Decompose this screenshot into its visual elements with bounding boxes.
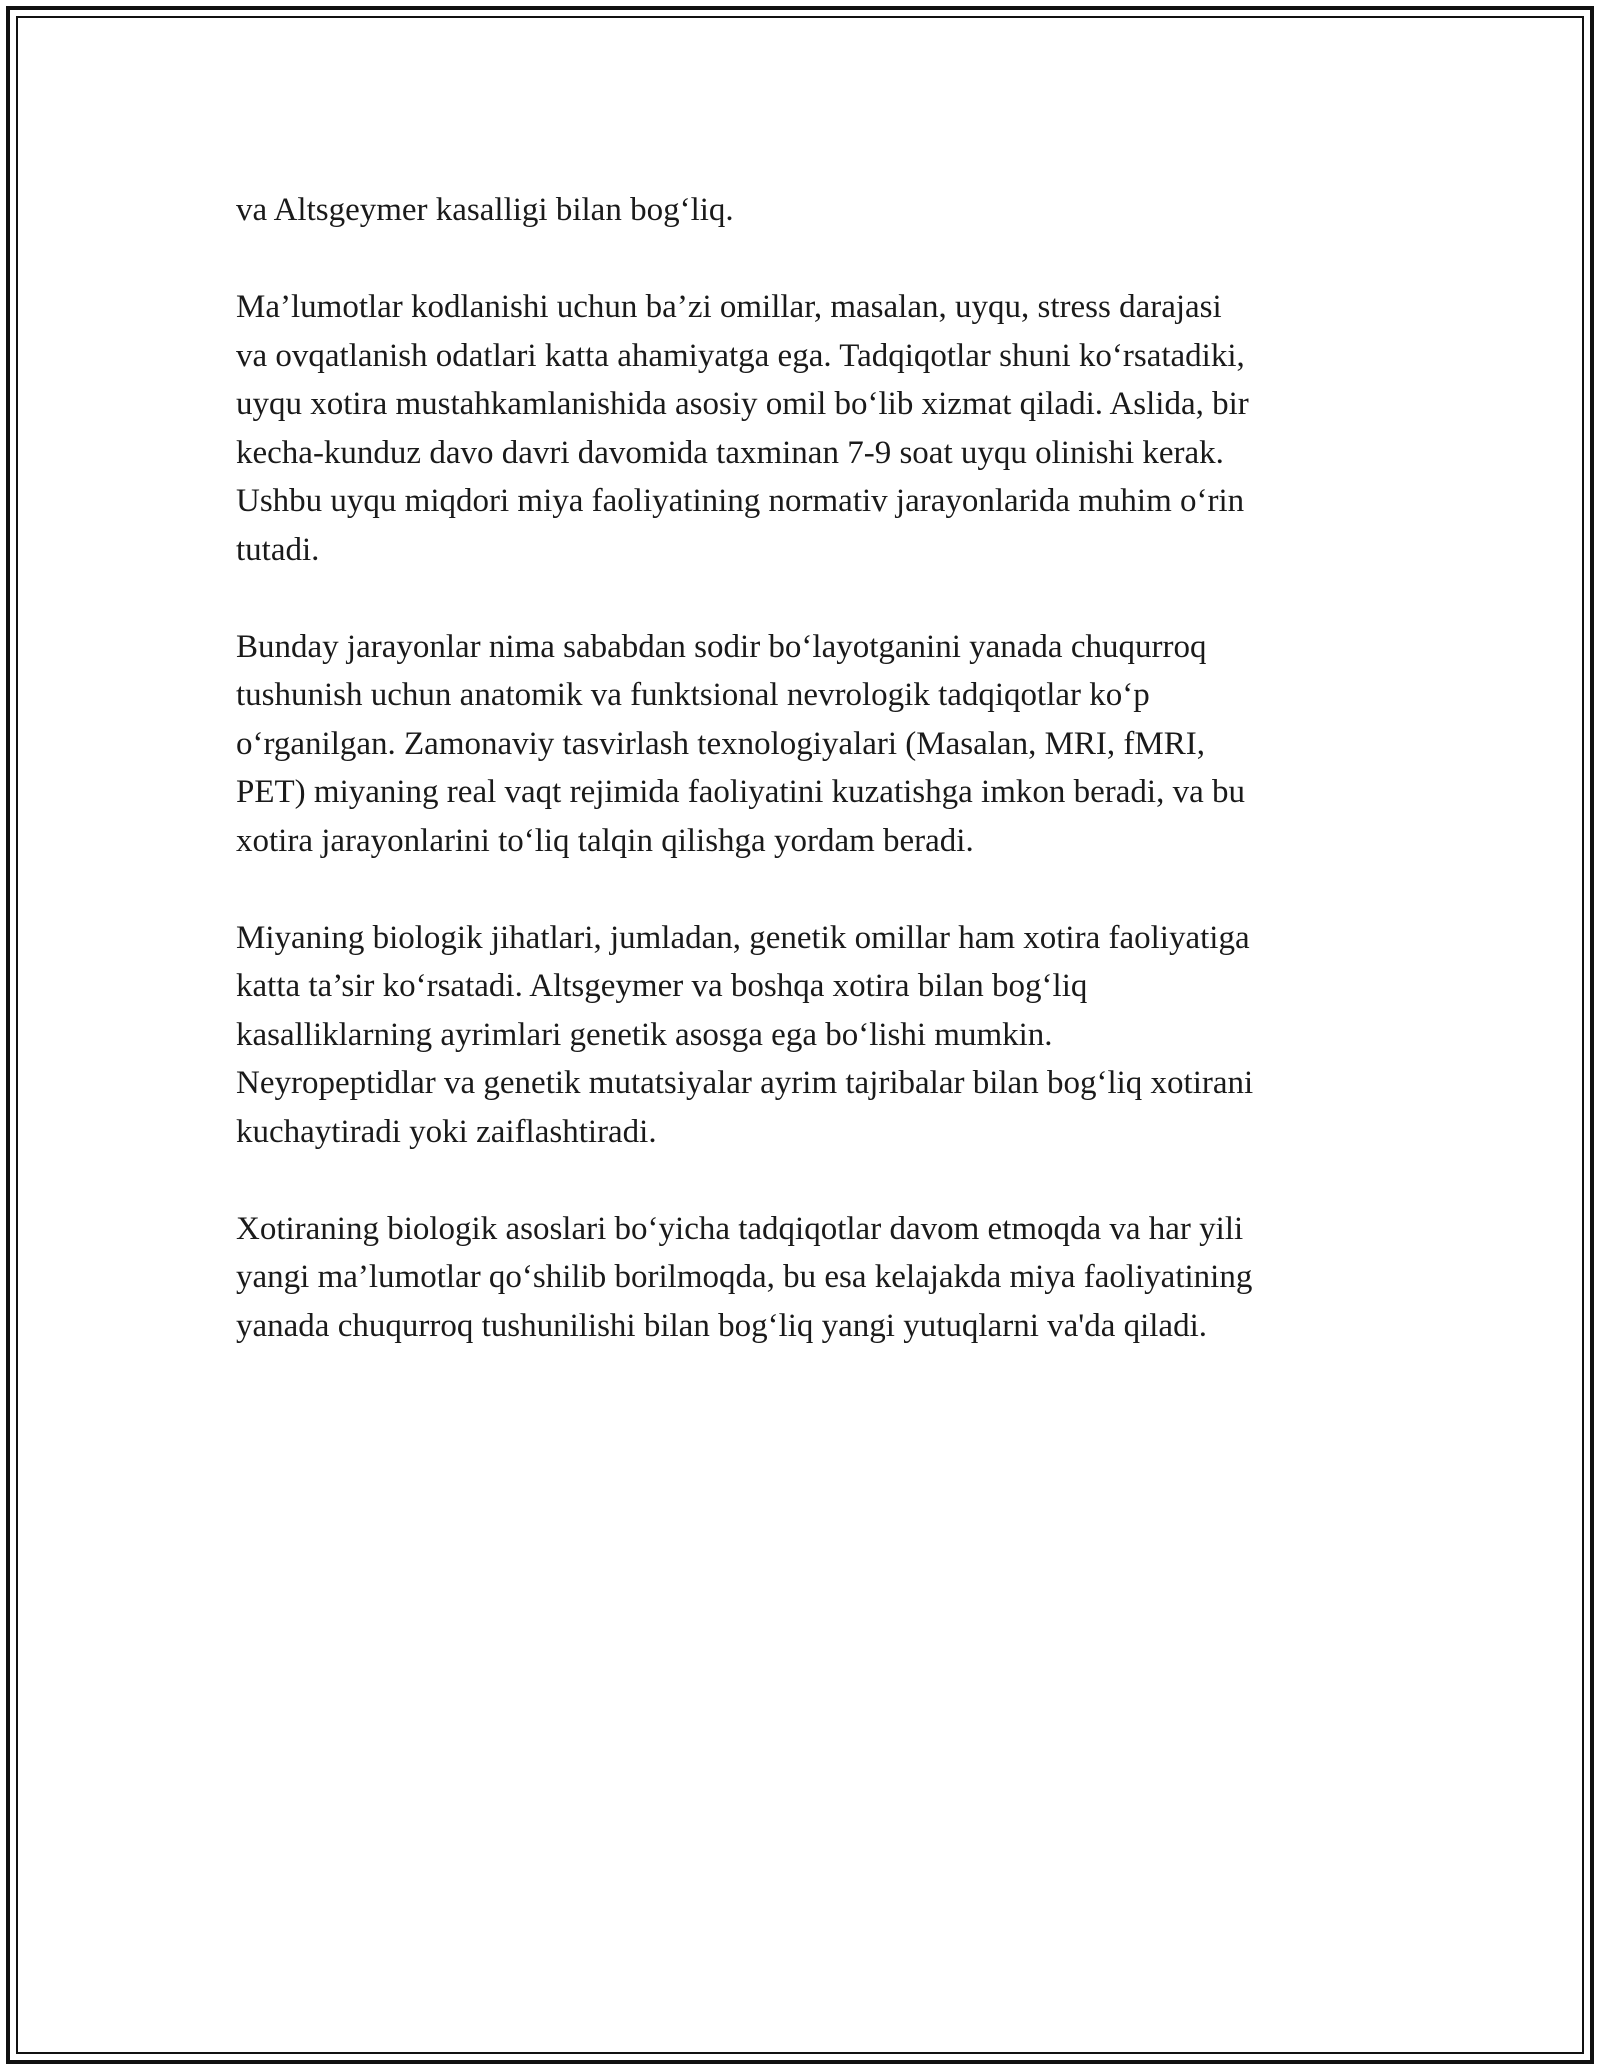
paragraph-1 <box>236 186 1376 235</box>
text-line: xotira jarayonlarini to‘liq talqin qilishga yordam beradi. <box>236 822 974 859</box>
text-line: uyqu xotira mustahkamlanishida asosiy omil bo‘lib xizmat qiladi. Aslida, bir <box>236 386 1249 422</box>
text-line: Ushbu uyqu miqdori miya faoliyatining normativ jarayonlarida muhim o‘rin <box>236 483 1245 519</box>
paragraph-5 <box>236 1205 1376 1351</box>
text-line: yangi ma’lumotlar qo‘shilib borilmoqda, bu esa kelajakda miya faoliyatining <box>236 1259 1253 1295</box>
paragraph-4 <box>236 914 1376 1157</box>
text-line: katta ta’sir ko‘rsatadi. Altsgeymer va boshqa xotira bilan bog‘liq <box>236 968 1088 1004</box>
text-line: Ma’lumotlar kodlanishi uchun ba’zi omillar, masalan, uyqu, stress darajasi <box>236 289 1222 325</box>
text-line: yanada chuqurroq tushunilishi bilan bog‘liq yangi yutuqlarni va'da qiladi. <box>236 1307 1208 1344</box>
document-body <box>236 186 1376 1350</box>
text-line: kasalliklarning ayrimlari genetik asosga ega bo‘lishi mumkin. <box>236 1016 1053 1053</box>
text-line: Xotiraning biologik asoslari bo‘yicha tadqiqotlar davom etmoqda va har yili <box>236 1210 1244 1247</box>
text-line: tushunish uchun anatomik va funktsional nevrologik tadqiqotlar ko‘p <box>236 677 1150 713</box>
paragraph-3 <box>236 623 1376 866</box>
text-line: kecha-kunduz davo davri davomida taxminan 7-9 soat uyqu olinishi kerak. <box>236 434 1224 471</box>
text-line: Miyaning biologik jihatlari, jumladan, genetik omillar ham xotira faoliyatiga <box>236 919 1250 956</box>
text-line: tutadi. <box>236 531 320 568</box>
text-line: va Altsgeymer kasalligi bilan bog‘liq. <box>236 192 734 228</box>
text-line: PET) miyaning real vaqt rejimida faoliyatini kuzatishga imkon beradi, va bu <box>236 774 1245 810</box>
text-line: va ovqatlanish odatlari katta ahamiyatga ega. Tadqiqotlar shuni ko‘rsatadiki, <box>236 337 1245 374</box>
paragraph-2 <box>236 283 1376 574</box>
text-line: kuchaytiradi yoki zaiflashtiradi. <box>236 1113 657 1150</box>
text-line: Bunday jarayonlar nima sababdan sodir bo‘layotganini yanada chuqurroq <box>236 628 1207 665</box>
text-line: o‘rganilgan. Zamonaviy tasvirlash texnologiyalari (Masalan, MRI, fMRI, <box>236 725 1206 762</box>
text-line: Neyropeptidlar va genetik mutatsiyalar ayrim tajribalar bilan bog‘liq xotirani <box>236 1065 1254 1101</box>
